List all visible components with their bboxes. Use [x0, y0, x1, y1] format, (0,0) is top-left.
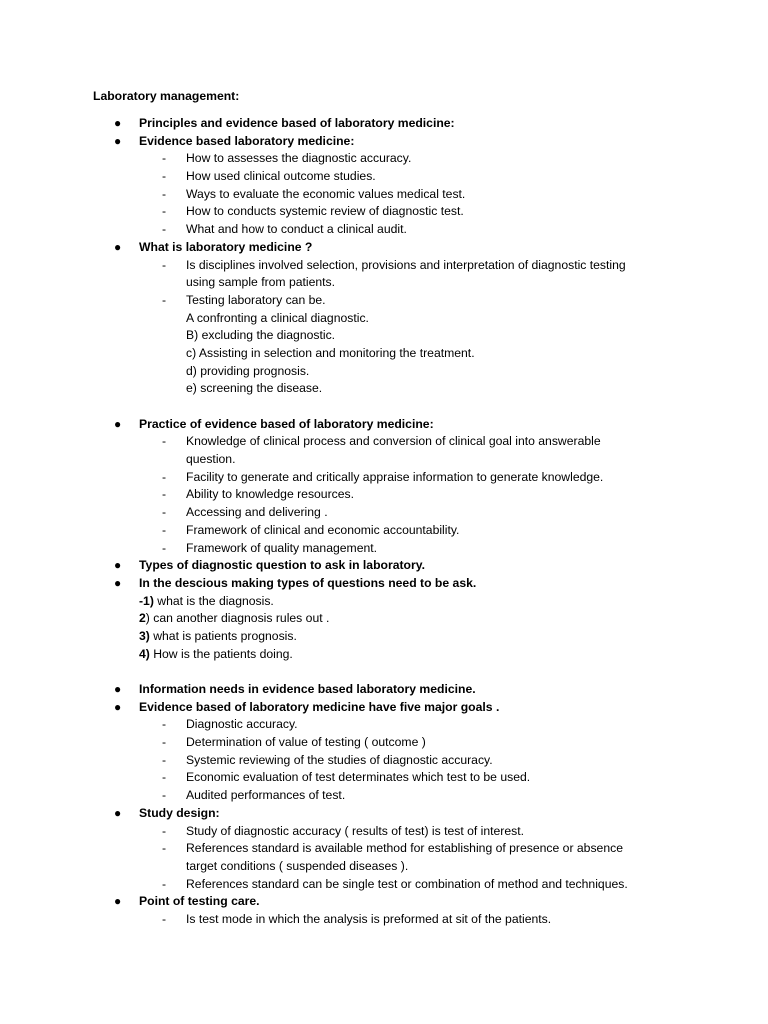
- sub-list-item: [0, 380, 768, 398]
- bullet-icon: ●: [114, 133, 122, 148]
- list-item: [0, 769, 768, 787]
- list-item: [0, 752, 768, 770]
- list-item-text: Is test mode in which the analysis is preformed at sit of the patients.: [186, 911, 552, 926]
- list-item-text: Determination of value of testing ( outcome ): [186, 735, 426, 750]
- sub-list-item-text: A confronting a clinical diagnostic.: [186, 310, 369, 325]
- list-item: [0, 840, 768, 858]
- numbered-question: [0, 610, 768, 628]
- list-item-text: Framework of quality management.: [186, 540, 378, 555]
- bullet-icon: ●: [114, 699, 122, 714]
- blank-line: [0, 663, 768, 681]
- list-item-text: Accessing and delivering .: [186, 505, 328, 520]
- sub-list-item: [0, 363, 768, 381]
- list-item: [0, 734, 768, 752]
- dash-marker: -: [162, 788, 167, 803]
- list-item-text: Testing laboratory can be.: [186, 292, 326, 307]
- sub-list-item-text: d) providing prognosis.: [186, 363, 310, 378]
- blank-line: [0, 398, 768, 416]
- section-heading: Types of diagnostic question to ask in laboratory.: [139, 558, 425, 573]
- list-item-text: How to assesses the diagnostic accuracy.: [186, 151, 412, 166]
- list-item-continuation: [0, 451, 768, 469]
- list-item-text: Systemic reviewing of the studies of diagnostic accuracy.: [186, 752, 493, 767]
- list-item-text: Ways to evaluate the economic values medical test.: [186, 186, 466, 201]
- list-item-continuation: [0, 274, 768, 292]
- bullet-icon: ●: [114, 682, 122, 696]
- question-text: what is the diagnosis.: [153, 593, 274, 608]
- bullet-icon: ●: [114, 575, 122, 590]
- section-heading: Principles and evidence based of laboratory medicine:: [139, 116, 455, 130]
- document-title: Laboratory management:: [93, 89, 240, 103]
- sub-list-item: [0, 327, 768, 345]
- dash-marker: -: [162, 487, 167, 502]
- dash-marker: -: [162, 735, 167, 750]
- bullet-item: [0, 133, 768, 151]
- dash-marker: -: [162, 911, 167, 926]
- section-heading: Information needs in evidence based laboratory medicine.: [139, 682, 476, 696]
- section-heading: Evidence based laboratory medicine:: [139, 133, 355, 148]
- dash-marker: -: [162, 434, 167, 449]
- dash-marker: -: [162, 169, 167, 184]
- sub-list-item-text: c) Assisting in selection and monitoring the treatment.: [186, 345, 475, 360]
- list-item-text: question.: [186, 452, 236, 467]
- list-item-text: target conditions ( suspended diseases ).: [186, 858, 409, 873]
- question-number: 3): [139, 628, 150, 643]
- list-item: [0, 823, 768, 841]
- bullet-icon: ●: [114, 116, 122, 130]
- dash-marker: -: [162, 151, 167, 166]
- document-body: [0, 115, 768, 929]
- list-item: [0, 911, 768, 929]
- dash-marker: -: [162, 717, 167, 732]
- question-number: 4): [139, 646, 150, 661]
- bullet-item: [0, 557, 768, 575]
- dash-marker: -: [162, 540, 167, 555]
- list-item: [0, 540, 768, 558]
- list-item: [0, 186, 768, 204]
- list-item-text: Audited performances of test.: [186, 788, 346, 803]
- bullet-icon: ●: [114, 558, 122, 573]
- sub-list-item: [0, 345, 768, 363]
- bullet-icon: ●: [114, 239, 122, 254]
- dash-marker: -: [162, 204, 167, 219]
- list-item: [0, 257, 768, 275]
- dash-marker: -: [162, 469, 167, 484]
- list-item: [0, 203, 768, 221]
- list-item: [0, 504, 768, 522]
- list-item-text: References standard is available method for establishing of presence or absence: [186, 841, 623, 856]
- question-text: ) can another diagnosis rules out .: [145, 611, 330, 626]
- dash-marker: -: [162, 841, 167, 856]
- list-item-text: Ability to knowledge resources.: [186, 487, 355, 502]
- sub-list-item-text: B) excluding the diagnostic.: [186, 328, 336, 343]
- section-heading: In the descious making types of questions need to be ask.: [139, 575, 477, 590]
- list-item-text: Knowledge of clinical process and conversion of clinical goal into answerable: [186, 434, 601, 449]
- list-item-text: How used clinical outcome studies.: [186, 169, 376, 184]
- numbered-question: [0, 628, 768, 646]
- question-text: How is the patients doing.: [149, 646, 293, 661]
- list-item: [0, 433, 768, 451]
- dash-marker: -: [162, 752, 167, 767]
- list-item-text: Diagnostic accuracy.: [186, 717, 298, 732]
- list-item-text: using sample from patients.: [186, 275, 336, 290]
- list-item-text: Facility to generate and critically appraise information to generate knowledge.: [186, 469, 604, 484]
- dash-marker: -: [162, 222, 167, 237]
- bullet-icon: ●: [114, 805, 122, 820]
- list-item: [0, 716, 768, 734]
- sub-list-item: [0, 310, 768, 328]
- list-item-continuation: [0, 858, 768, 876]
- list-item: [0, 168, 768, 186]
- bullet-item: [0, 416, 768, 434]
- dash-marker: -: [162, 186, 167, 201]
- section-heading: Practice of evidence based of laboratory medicine:: [139, 416, 434, 431]
- list-item-text: References standard can be single test or combination of method and techniques.: [186, 876, 628, 891]
- list-item: [0, 876, 768, 894]
- list-item: [0, 486, 768, 504]
- list-item-text: Framework of clinical and economic accountability.: [186, 522, 460, 537]
- section-heading: Evidence based of laboratory medicine have five major goals .: [139, 699, 500, 714]
- question-text: what is patients prognosis.: [149, 628, 297, 643]
- numbered-question: [0, 646, 768, 664]
- bullet-item: [0, 575, 768, 593]
- list-item: [0, 787, 768, 805]
- bullet-item: [0, 239, 768, 257]
- list-item-text: What and how to conduct a clinical audit.: [186, 222, 407, 237]
- list-item: [0, 469, 768, 487]
- dash-marker: -: [162, 257, 167, 272]
- list-item-text: Study of diagnostic accuracy ( results of test) is test of interest.: [186, 823, 525, 838]
- dash-marker: -: [162, 505, 167, 520]
- list-item: [0, 292, 768, 310]
- list-item-text: Economic evaluation of test determinates which test to be used.: [186, 770, 531, 785]
- dash-marker: -: [162, 770, 167, 785]
- bullet-icon: ●: [114, 894, 122, 909]
- bullet-item: [0, 115, 768, 133]
- list-item: [0, 150, 768, 168]
- bullet-item: [0, 893, 768, 911]
- list-item-text: Is disciplines involved selection, provisions and interpretation of diagnostic testing: [186, 257, 626, 272]
- question-number: -1): [139, 593, 154, 608]
- dash-marker: -: [162, 823, 167, 838]
- list-item: [0, 522, 768, 540]
- dash-marker: -: [162, 876, 167, 891]
- list-item: [0, 221, 768, 239]
- dash-marker: -: [162, 522, 167, 537]
- section-heading: What is laboratory medicine ?: [139, 239, 313, 254]
- list-item-text: How to conducts systemic review of diagnostic test.: [186, 204, 464, 219]
- sub-list-item-text: e) screening the disease.: [186, 381, 323, 396]
- section-heading: Point of testing care.: [139, 894, 260, 909]
- question-number: 2: [139, 611, 146, 626]
- bullet-icon: ●: [114, 416, 122, 431]
- bullet-item: [0, 699, 768, 717]
- dash-marker: -: [162, 292, 167, 307]
- numbered-question: [0, 593, 768, 611]
- section-heading: Study design:: [139, 805, 220, 820]
- bullet-item: [0, 681, 768, 699]
- bullet-item: [0, 805, 768, 823]
